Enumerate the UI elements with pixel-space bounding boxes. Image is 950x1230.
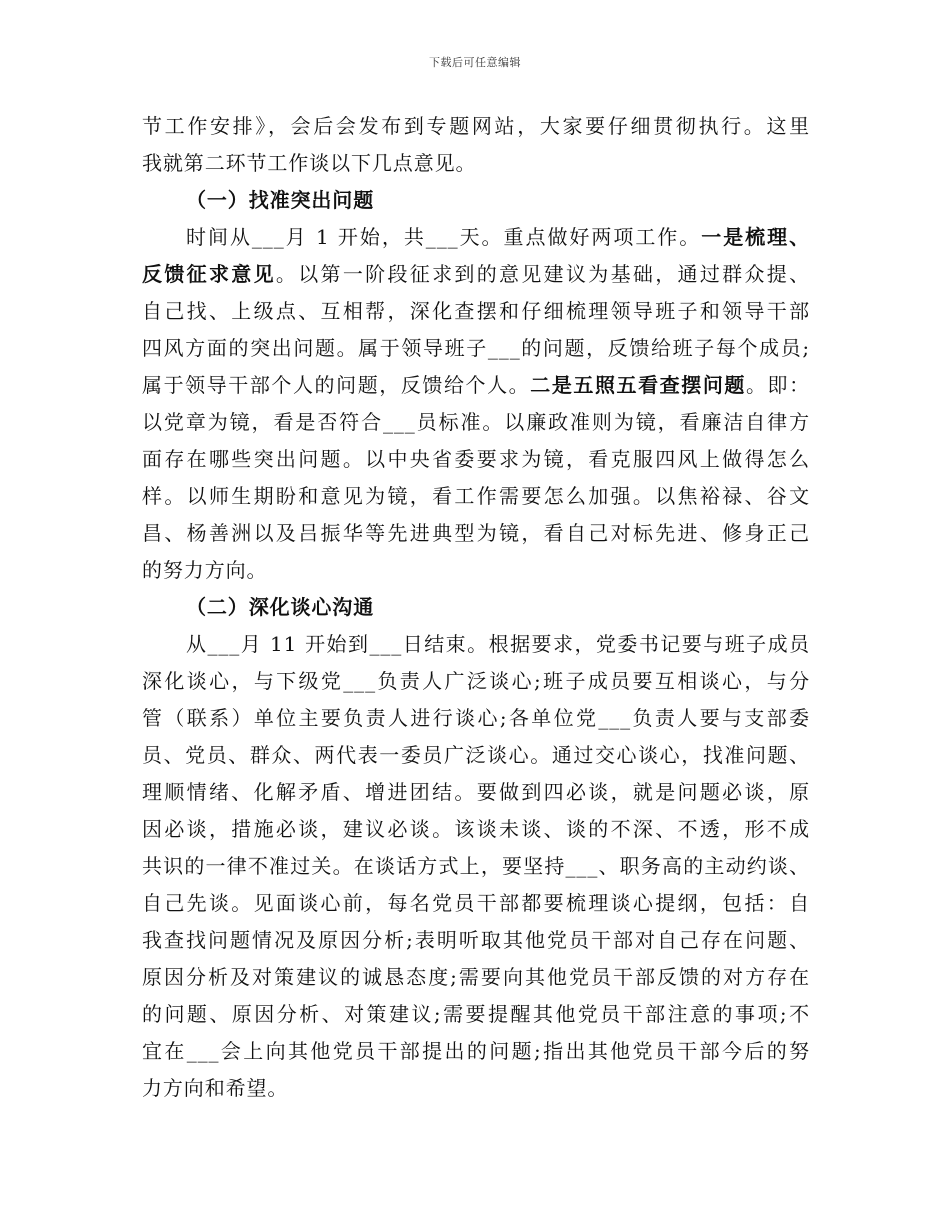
text-line [142, 404, 810, 441]
text-line [142, 1033, 810, 1070]
text-run: 原因分析及对策建议的诚恳态度;需要向其他党员干部反馈的对方存在 [142, 965, 810, 989]
text-run: 。以第一阶段征求到的意见建议为基础，通过群众提、 [275, 262, 810, 286]
text-line [142, 959, 810, 996]
text-line [142, 441, 810, 478]
text-run: 节工作安排》，会后会发布到专题网站，大家要仔细贯彻执行。这里 [142, 114, 810, 138]
bold-text-run: 一是梳理、 [701, 225, 811, 249]
text-run: 自己找、上级点、互相帮，深化查摆和仔细梳理领导班子和领导干部 [142, 299, 810, 323]
text-run: 共识的一律不准过关。在谈话方式上，要坚持___、职务高的主动约谈、 [142, 854, 810, 878]
text-run: 我查找问题情况及原因分析;表明听取其他党员干部对自己存在问题、 [142, 928, 810, 952]
text-run: 的努力方向。 [142, 558, 268, 582]
page-header: 下载后可任意编辑 [429, 56, 521, 69]
text-line [142, 663, 810, 700]
text-line [142, 219, 810, 256]
text-run: 的问题、原因分析、对策建议;需要提醒其他党员干部注意的事项;不 [142, 1002, 810, 1026]
text-line [142, 700, 810, 737]
bold-text-run: （二）深化谈心沟通 [186, 595, 375, 619]
text-run: 自己先谈。见面谈心前，每名党员干部都要梳理谈心提纲，包括：自 [142, 891, 810, 915]
text-line [142, 922, 810, 959]
text-line [142, 293, 810, 330]
text-run: 四风方面的突出问题。属于领导班子___的问题，反馈给班子每个成员; [142, 336, 810, 360]
text-run: 力方向和希望。 [142, 1076, 289, 1100]
text-run: 深化谈心，与下级党___负责人广泛谈心;班子成员要互相谈心，与分 [142, 669, 810, 693]
text-run: 我就第二环节工作谈以下几点意见。 [142, 151, 477, 175]
text-line [142, 811, 810, 848]
text-line [142, 515, 810, 552]
text-line [142, 774, 810, 811]
text-run: 属于领导干部个人的问题，反馈给个人。 [142, 373, 531, 397]
text-run: 因必谈，措施必谈，建议必谈。该谈未谈、谈的不深、不透，形不成 [142, 817, 810, 841]
text-line [142, 848, 810, 885]
text-run: 从___月 11 开始到___日结束。根据要求，党委书记要与班子成员 [186, 632, 810, 656]
text-run: 。即： [745, 373, 811, 397]
bold-text-run: （一）找准突出问题 [186, 188, 375, 212]
text-line [142, 478, 810, 515]
text-line [142, 330, 810, 367]
text-run: 理顺情绪、化解矛盾、增进团结。要做到四必谈，就是问题必谈，原 [142, 780, 810, 804]
text-run: 以党章为镜，看是否符合___员标准。以廉政准则为镜，看廉洁自律方 [142, 410, 810, 434]
text-line [142, 108, 810, 145]
text-run: 宜在___会上向其他党员干部提出的问题;指出其他党员干部今后的努 [142, 1039, 810, 1063]
text-run: 样。以师生期盼和意见为镜，看工作需要怎么加强。以焦裕禄、谷文 [142, 484, 810, 508]
text-run: 时间从___月 1 开始，共___天。重点做好两项工作。 [186, 225, 702, 249]
section-heading [142, 182, 810, 219]
bold-text-run: 二是五照五看查摆问题 [530, 373, 746, 397]
text-run: 面存在哪些突出问题。以中央省委要求为镜，看克服四风上做得怎么 [142, 447, 810, 471]
bold-text-run: 反馈征求意见 [142, 262, 276, 286]
text-line [142, 1070, 810, 1107]
section-heading [142, 589, 810, 626]
text-line [142, 552, 810, 589]
text-line [142, 737, 810, 774]
text-run: 管（联系）单位主要负责人进行谈心;各单位党___负责人要与支部委 [142, 706, 810, 730]
text-line [142, 145, 810, 182]
text-line [142, 996, 810, 1033]
text-line [142, 367, 810, 404]
text-run: 员、党员、群众、两代表一委员广泛谈心。通过交心谈心，找准问题、 [142, 743, 810, 767]
text-line [142, 885, 810, 922]
text-line [142, 626, 810, 663]
text-run: 昌、杨善洲以及吕振华等先进典型为镜，看自己对标先进、修身正己 [142, 521, 810, 545]
document-body [142, 108, 810, 1107]
text-line [142, 256, 810, 293]
